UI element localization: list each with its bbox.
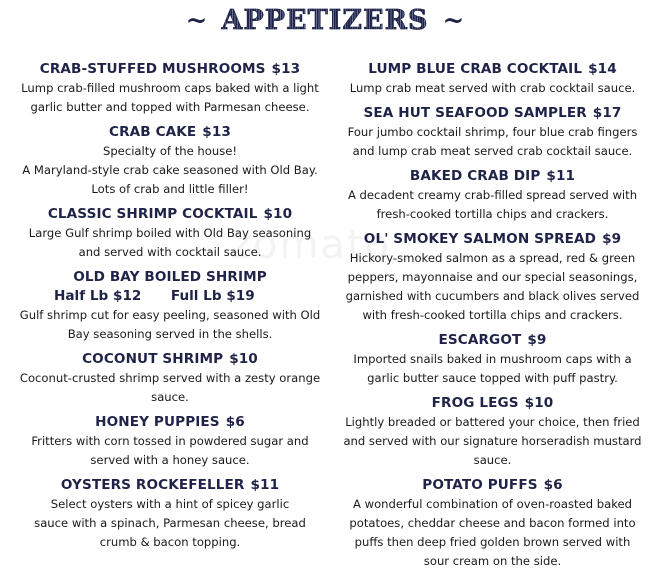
item-description-line: garnished with cucumbers and black olives served (345, 289, 640, 303)
menu-column-right (340, 60, 645, 571)
item-description-line: potatoes, cheddar cheese and bacon formed into (349, 516, 636, 530)
item-heading (10, 123, 330, 142)
menu-item-old-bay-boiled-shrimp (10, 268, 330, 344)
item-heading (10, 60, 330, 79)
menu-item-sea-hut-seafood-sampler (340, 104, 645, 161)
menu-item-ol-smokey-salmon-spread (340, 230, 645, 325)
menu-item-potato-puffs (340, 476, 645, 571)
item-heading (10, 205, 330, 224)
item-price: $9 (527, 332, 547, 348)
item-price: $13 (271, 61, 301, 77)
item-heading (10, 476, 330, 495)
item-size-prices (10, 287, 330, 306)
item-description-line: Bay seasoning served in the shells. (67, 327, 273, 341)
item-price: $17 (592, 105, 622, 121)
item-description-line: Four jumbo cocktail shrimp, four blue crab fingers (347, 125, 638, 139)
item-name: SEA HUT SEAFOOD SAMPLER (363, 105, 587, 121)
item-name: HONEY PUPPIES (95, 414, 220, 430)
item-description-line: and lump crab meat served crab cocktail sauce. (352, 144, 633, 158)
item-name: OLD BAY BOILED SHRIMP (73, 269, 267, 285)
item-description-line: crumb & bacon topping. (99, 535, 241, 549)
item-price: $6 (225, 414, 245, 430)
item-price: $9 (602, 231, 622, 247)
item-description-line: garlic butter and topped with Parmesan cheese. (30, 100, 310, 114)
item-description-line: A decadent creamy crab-filled spread served with (347, 188, 638, 202)
tilde-ornament-right-icon: ~ (442, 6, 465, 36)
item-heading (10, 413, 330, 432)
item-name: CRAB-STUFFED MUSHROOMS (39, 61, 266, 77)
item-description-line: with fresh-cooked tortilla chips and crackers. (362, 308, 623, 322)
item-heading (10, 268, 330, 287)
item-description-line: sour cream on the side. (423, 554, 562, 568)
item-price: $10 (524, 395, 554, 411)
item-description-line: Coconut-crusted shrimp served with a zesty orange (19, 371, 321, 385)
item-name: OYSTERS ROCKEFELLER (60, 477, 245, 493)
item-heading (340, 331, 645, 350)
item-price: $11 (546, 168, 576, 184)
item-description-line: served with a honey sauce. (90, 453, 250, 467)
item-price: $10 (229, 351, 258, 367)
item-name: CRAB CAKE (109, 124, 197, 140)
item-name: FROG LEGS (431, 395, 519, 411)
item-heading (340, 394, 645, 413)
item-heading (340, 60, 645, 79)
item-description-line: garlic butter sauce topped with puff pastry. (367, 371, 618, 385)
menu-section-title: APPETIZERS (221, 4, 429, 36)
item-description-line: puffs then deep fried golden brown served with (354, 535, 631, 549)
menu-item-lump-blue-crab-cocktail (340, 60, 645, 98)
size-price: $12 (112, 288, 142, 304)
menu-item-classic-shrimp-cocktail (10, 205, 330, 262)
menu-item-coconut-shrimp (10, 350, 330, 407)
item-description-line: Hickory-smoked salmon as a spread, red & green (349, 251, 636, 265)
item-description-line: Lump crab-filled mushroom caps baked with a light (21, 81, 319, 95)
item-price: $11 (250, 477, 280, 493)
item-description-line: Gulf shrimp cut for easy peeling, seasoned with Old (19, 308, 321, 322)
item-description-line: A Maryland-style crab cake seasoned with Old Bay. (22, 163, 318, 177)
item-description-line: fresh-cooked tortilla chips and crackers. (376, 207, 609, 221)
item-name: LUMP BLUE CRAB COCKTAIL (368, 61, 583, 77)
menu-item-oysters-rockefeller (10, 476, 330, 552)
menu-column-left (10, 60, 330, 552)
item-name: POTATO PUFFS (422, 477, 538, 493)
item-name: ESCARGOT (438, 332, 522, 348)
size-price: $19 (226, 288, 255, 304)
item-price: $10 (263, 206, 293, 222)
item-description-line: sauce. (151, 390, 189, 404)
menu-item-crab-cake (10, 123, 330, 199)
item-description-line: Lots of crab and little filler! (91, 182, 249, 196)
item-price: $14 (588, 61, 617, 77)
item-heading (340, 230, 645, 249)
item-description-line: Large Gulf shrimp boiled with Old Bay seasoning (28, 226, 312, 240)
item-name: COCONUT SHRIMP (82, 351, 224, 367)
item-description-line: Select oysters with a hint of spicey garlic (50, 497, 290, 511)
item-description-line: sauce with a spinach, Parmesan cheese, bread (34, 516, 306, 530)
item-price: $13 (202, 124, 231, 140)
item-heading (10, 350, 330, 369)
item-name: BAKED CRAB DIP (409, 168, 541, 184)
item-description-line: and served with cocktail sauce. (78, 245, 262, 259)
item-description-line: Fritters with corn tossed in powdered sugar and (31, 434, 309, 448)
item-price: $6 (543, 477, 563, 493)
item-description-line: peppers, mayonnaise and our special seasonings, (347, 270, 638, 284)
menu-item-baked-crab-dip (340, 167, 645, 224)
size-label: Half Lb (54, 288, 109, 304)
item-heading (340, 167, 645, 186)
item-description-line: and served with our signature horseradish mustard (343, 434, 642, 448)
item-name: OL' SMOKEY SALMON SPREAD (363, 231, 597, 247)
item-description-line: Specialty of the house! (102, 144, 238, 158)
item-name: CLASSIC SHRIMP COCKTAIL (47, 206, 258, 222)
watermark: zomato (230, 222, 392, 268)
item-description-line: sauce. (473, 453, 512, 467)
item-description-line: Imported snails baked in mushroom caps with a (353, 352, 632, 366)
menu-item-honey-puppies (10, 413, 330, 470)
size-label: Full Lb (170, 288, 222, 304)
item-heading (340, 104, 645, 123)
item-description-line: Lightly breaded or battered your choice, then fried (345, 415, 640, 429)
menu-title-row (0, 0, 650, 40)
item-heading (340, 476, 645, 495)
menu-item-frog-legs (340, 394, 645, 470)
menu-item-escargot (340, 331, 645, 388)
item-description-line: Lump crab meat served with crab cocktail sauce. (349, 81, 636, 95)
tilde-ornament-left-icon: ~ (185, 6, 208, 36)
item-description-line: A wonderful combination of oven-roasted baked (352, 497, 633, 511)
menu-item-crab-stuffed-mushrooms (10, 60, 330, 117)
